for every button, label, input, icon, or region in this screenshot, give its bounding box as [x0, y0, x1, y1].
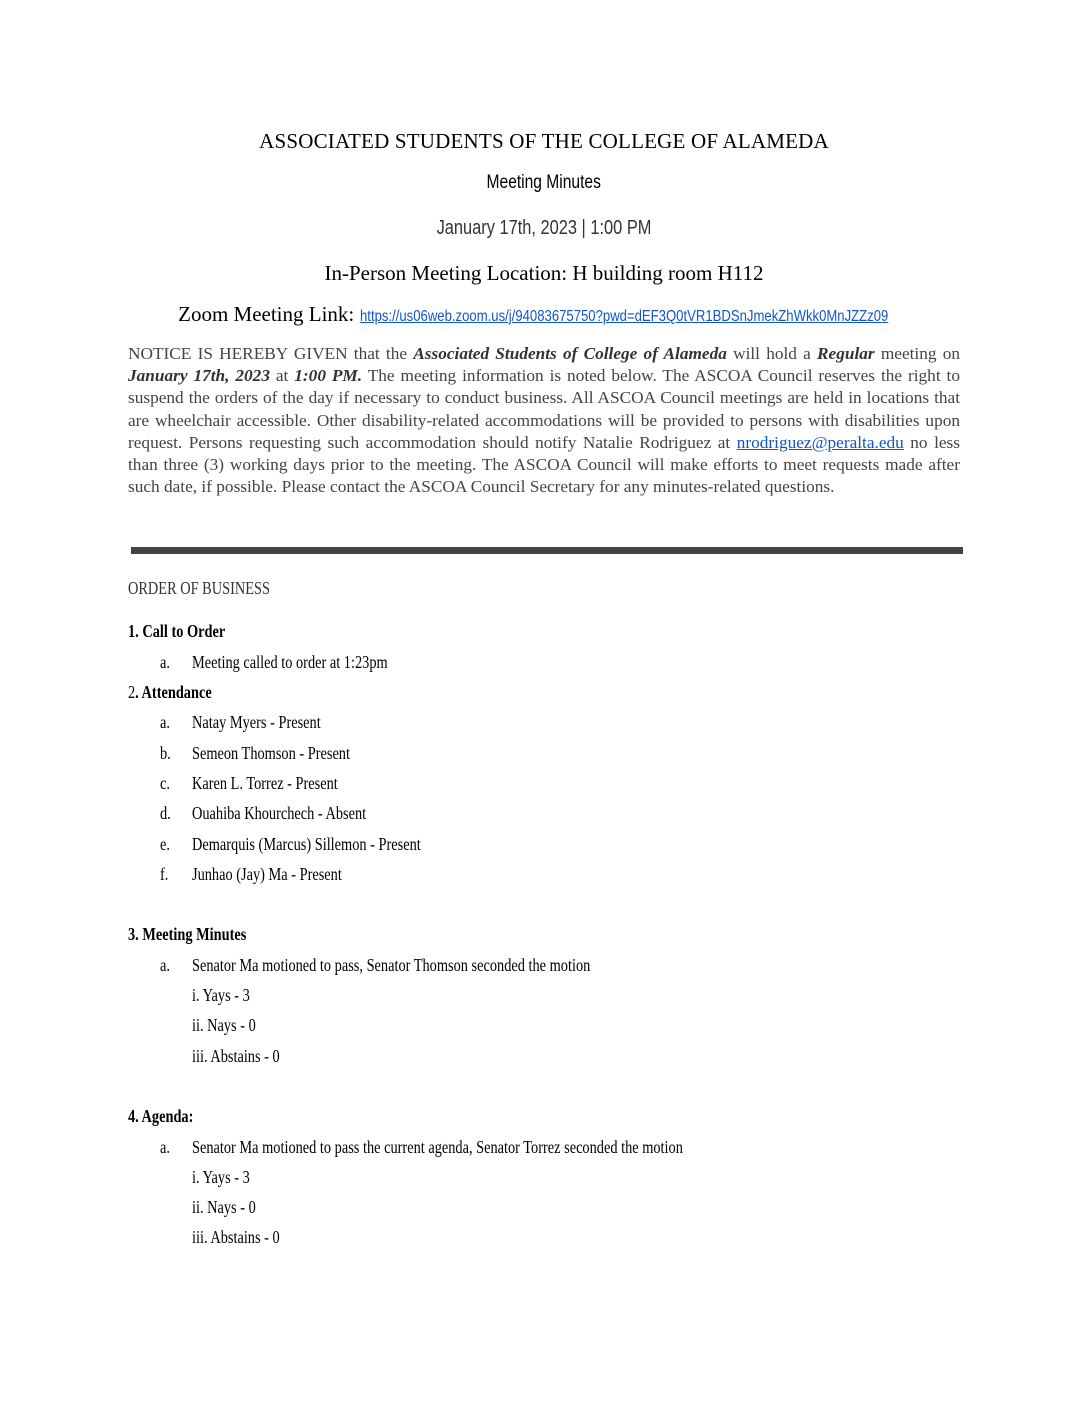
- zoom-meeting-link[interactable]: https://us06web.zoom.us/j/94083675750?pwd=dEF3Q0tVR1BDSnJmekZhWkk0MnJZZz09: [359, 308, 888, 325]
- vote-abstains: iii. Abstains - 0: [192, 1227, 280, 1247]
- section-heading-agenda: 4. Agenda:: [128, 1106, 194, 1126]
- notice-text: The meeting information is noted below. The ASCOA Council reserves the right to suspend the orders of the day if necessary to conduct business. All ASCOA Council meetings are held in locations that are wheelchair accessible. Other disability-related accommodations will be provided to persons with disabilities upon request. Persons requesting such accommodation should notify Natalie Rodriguez at: [128, 366, 960, 452]
- notice-text: NOTICE IS HEREBY GIVEN that the: [128, 344, 414, 363]
- vote-nays: ii. Nays - 0: [192, 1015, 256, 1035]
- list-item: Karen L. Torrez - Present: [192, 773, 338, 793]
- vote-abstains: iii. Abstains - 0: [192, 1046, 280, 1066]
- notice-paragraph: [128, 343, 960, 498]
- organization-title: ASSOCIATED STUDENTS OF THE COLLEGE OF ALAMEDA: [259, 129, 829, 153]
- notice-meeting-type: Regular: [817, 344, 875, 363]
- notice-text: meeting on: [874, 344, 961, 363]
- notice-text: at: [269, 366, 295, 386]
- list-item: Junhao (Jay) Ma - Present: [192, 864, 342, 884]
- vote-nays: ii. Nays - 0: [192, 1197, 256, 1217]
- zoom-link-line: [0, 302, 1088, 327]
- zoom-label: Zoom Meeting Link:: [178, 302, 360, 326]
- list-item: Demarquis (Marcus) Sillemon - Present: [192, 834, 421, 854]
- document-subtitle: Meeting Minutes: [486, 172, 602, 193]
- list-marker: b.: [160, 743, 171, 763]
- list-marker: a.: [160, 652, 170, 672]
- section-divider: [131, 547, 963, 554]
- list-marker: d.: [160, 803, 171, 823]
- notice-text: no less than three (3) working days prior to the meeting. The ASCOA Council will make efforts to meet requests made after such date, if possible. Please contact the ASCOA Council Secretary for any minutes-related questions.: [128, 432, 960, 497]
- list-marker: c.: [160, 773, 170, 793]
- list-marker: a.: [160, 712, 170, 732]
- notice-text: will hold a: [726, 344, 818, 363]
- vote-yays: i. Yays - 3: [192, 985, 250, 1005]
- motion-text: Senator Ma motioned to pass the current agenda, Senator Torrez seconded the motion: [192, 1137, 683, 1157]
- section-heading-meeting-minutes: 3. Meeting Minutes: [128, 924, 247, 944]
- meeting-date-time: January 17th, 2023 | 1:00 PM: [436, 217, 652, 239]
- list-marker: a.: [160, 955, 170, 975]
- list-marker: f.: [160, 864, 169, 884]
- order-of-business-label: ORDER OF BUSINESS: [128, 578, 270, 598]
- notice-time: 1:00 PM.: [294, 366, 363, 386]
- notice-org-name: Associated Students of College of Alameda: [413, 344, 727, 363]
- motion-text: Senator Ma motioned to pass, Senator Thomson seconded the motion: [192, 955, 591, 975]
- section-heading-call-to-order: 1. Call to Order: [128, 621, 226, 641]
- list-item: Ouahiba Khourchech - Absent: [192, 803, 367, 823]
- list-item: Semeon Thomson - Present: [192, 743, 350, 763]
- list-marker: a.: [160, 1137, 170, 1157]
- list-item: Natay Myers - Present: [192, 712, 321, 732]
- vote-yays: i. Yays - 3: [192, 1167, 250, 1187]
- contact-email-link[interactable]: nrodriguez@peralta.edu: [736, 432, 904, 452]
- section-heading-attendance: 2. Attendance: [128, 682, 212, 702]
- meeting-location: In-Person Meeting Location: H building room H112: [324, 261, 764, 285]
- list-item: Meeting called to order at 1:23pm: [192, 652, 388, 672]
- notice-date: January 17th, 2023: [128, 366, 270, 386]
- list-marker: e.: [160, 834, 170, 854]
